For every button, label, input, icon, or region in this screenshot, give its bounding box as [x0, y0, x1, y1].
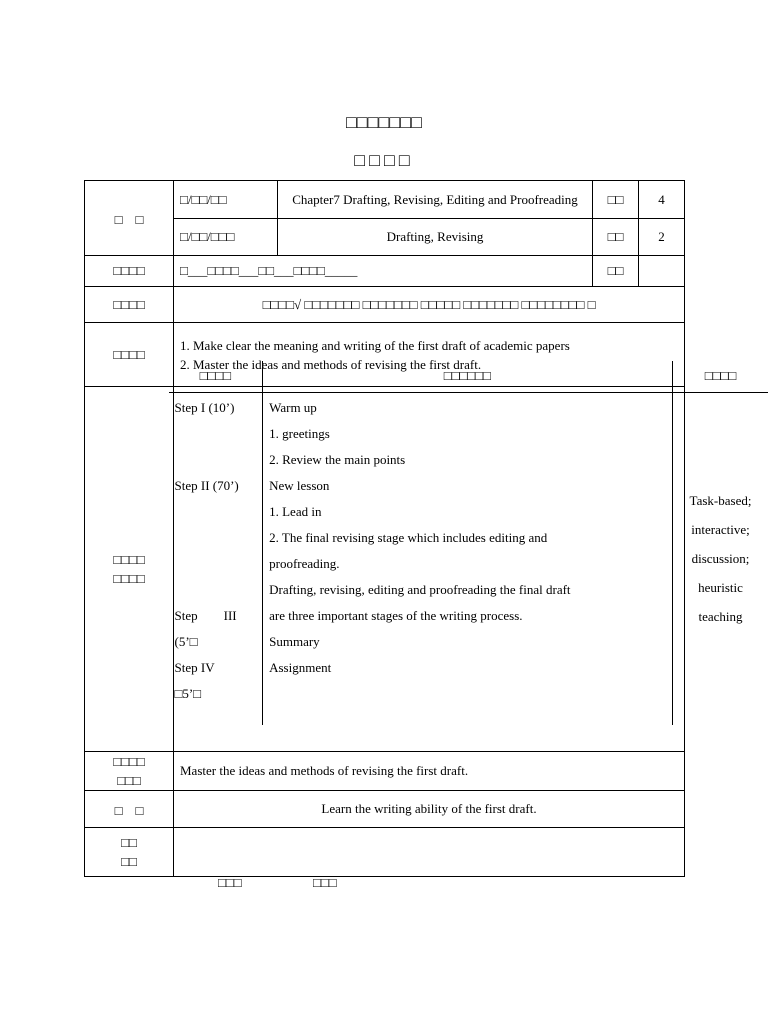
plan-label-line: □□□□ — [113, 552, 145, 567]
content-line: 2. The final revising stage which includes editing and — [269, 530, 548, 545]
keypoints-label-line: □□□ — [117, 773, 141, 788]
time-extra-value — [639, 256, 685, 287]
homework-value: Learn the writing ability of the first draft. — [174, 791, 685, 828]
method-line: discussion; — [691, 551, 750, 567]
periods-label: □□ — [593, 219, 639, 256]
content-line: 1. greetings — [269, 426, 330, 441]
content-line: proofreading. — [269, 556, 340, 571]
keypoints-value: Master the ideas and methods of revising the first draft. — [174, 752, 685, 791]
section-value: Drafting, Revising — [278, 219, 593, 256]
section-sublabel: □/□□/□□□ — [174, 219, 278, 256]
content-column — [263, 393, 672, 725]
plan-inner-table — [169, 361, 768, 725]
method-line: heuristic — [698, 580, 743, 596]
plan-label — [85, 387, 174, 752]
lesson-plan-table — [84, 180, 752, 877]
method-line: teaching — [698, 609, 743, 625]
goal-item: 1. Make clear the meaning and writing of the first draft of academic papers — [180, 337, 570, 353]
type-options: □□□□√ □□□□□□□ □□□□□□□ □□□□□ □□□□□□□ □□□□□□□□ □ — [174, 287, 685, 323]
content-line: Summary — [269, 634, 320, 649]
content-line: Drafting, revising, editing and proofreading the final draft — [269, 582, 571, 597]
step-line: Step IV — [174, 660, 215, 675]
notes-label — [85, 828, 174, 877]
step-line — [175, 551, 257, 577]
step-line — [175, 499, 257, 525]
time-extra-label: □□ — [593, 256, 639, 287]
homework-label: □ □ — [85, 791, 174, 828]
notes-label-line: □□ — [121, 854, 137, 869]
plan-cell — [174, 368, 752, 752]
step-line: Step I (10’) — [174, 400, 235, 415]
step-line — [175, 577, 257, 603]
keypoints-label — [85, 752, 174, 791]
time-label: □□□□ — [85, 256, 174, 287]
content-header: □□□□□□ — [263, 361, 672, 393]
step-line: Step III — [174, 608, 237, 623]
method-line: Task-based; — [689, 493, 752, 509]
notes-value — [174, 828, 685, 877]
method-header: □□□□ — [672, 361, 768, 393]
periods-value: 2 — [639, 219, 685, 256]
chapter-sublabel: □/□□/□□ — [174, 181, 278, 219]
chapter-label: □ □ — [85, 181, 174, 256]
footer-left: □□□ — [218, 875, 242, 890]
footer-right: □□□ — [313, 875, 337, 890]
step-line: (5’□ — [174, 634, 198, 649]
document-title: □□□□□□□ — [345, 112, 423, 132]
step-line — [175, 525, 257, 551]
goal-item: 2. Master the ideas and methods of revising the first draft. — [180, 356, 482, 372]
keypoints-label-line: □□□□ — [113, 754, 145, 769]
goals-label: □□□□ — [85, 323, 174, 387]
hours-value: 4 — [639, 181, 685, 219]
content-line: Assignment — [269, 660, 332, 675]
content-line: 2. Review the main points — [269, 452, 406, 467]
content-line: 1. Lead in — [269, 504, 322, 519]
hours-label: □□ — [593, 181, 639, 219]
content-line: New lesson — [269, 478, 330, 493]
step-line — [175, 447, 257, 473]
step-line: Step II (70’) — [174, 478, 239, 493]
method-line: interactive; — [691, 522, 750, 538]
notes-label-line: □□ — [121, 835, 137, 850]
steps-column — [169, 393, 263, 725]
step-line — [175, 421, 257, 447]
methods-column — [672, 393, 768, 725]
time-value: □___□□□□___□□___□□□□_____ — [174, 256, 593, 287]
chapter-value: Chapter7 Drafting, Revising, Editing and Proofreading — [278, 181, 593, 219]
type-label: □□□□ — [85, 287, 174, 323]
content-line: Warm up — [269, 400, 317, 415]
content-line: are three important stages of the writing process. — [269, 608, 523, 623]
step-line: □5’□ — [174, 686, 202, 701]
document-subtitle: □□□□ — [354, 150, 414, 170]
steps-header: □□□□ — [169, 361, 263, 393]
plan-label-line: □□□□ — [113, 571, 145, 586]
